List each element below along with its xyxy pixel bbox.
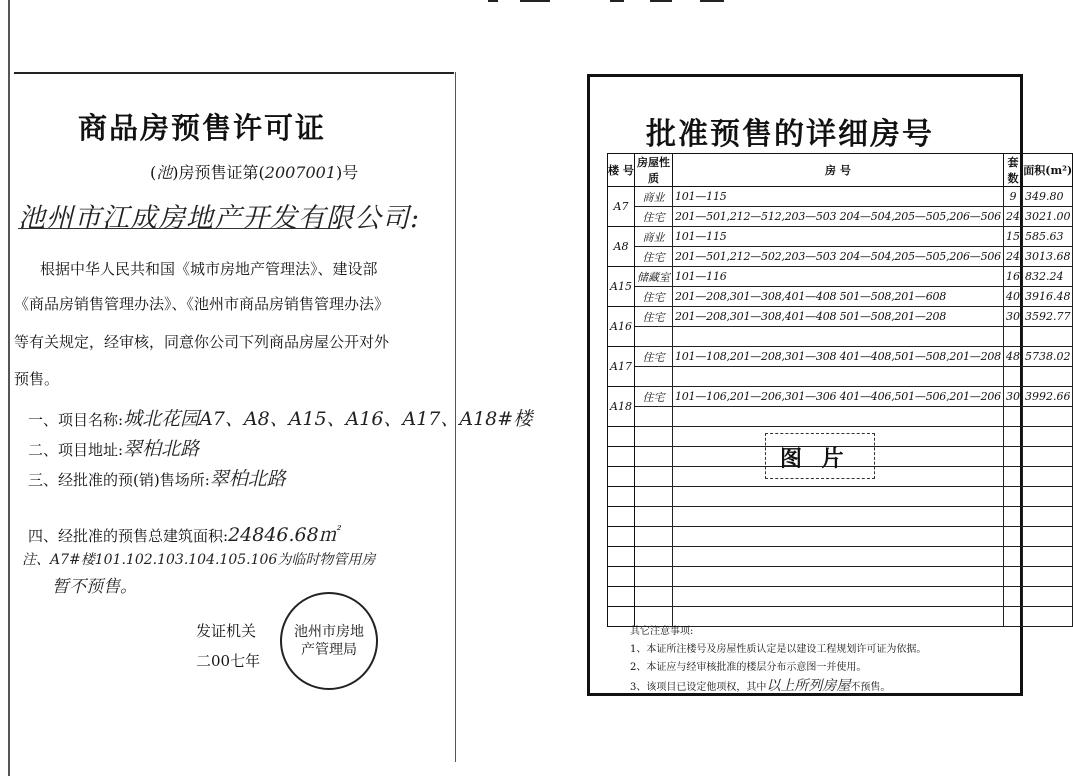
page-edge-top [14,72,454,74]
use-cell [634,567,672,587]
use-cell [634,407,672,427]
count-cell [1003,507,1022,527]
building-cell [608,467,635,487]
use-cell: 商业 [634,187,672,207]
table-row [608,587,1073,607]
page-edge-left [8,0,10,776]
use-cell [634,467,672,487]
count-cell [1003,327,1022,347]
count-cell: 30 [1003,307,1022,327]
count-cell [1003,367,1022,387]
table-row [608,547,1073,567]
units-table [607,153,1073,627]
table-row [608,567,1073,587]
use-cell: 住宅 [634,207,672,227]
scan-speck [488,0,498,2]
building-cell [608,507,635,527]
table-row [608,367,1073,387]
rooms-cell [672,367,1003,387]
building-cell [608,567,635,587]
issue-date: 二00七年 [196,652,261,670]
note-line: 2、本证应与经审核批准的楼层分布示意图一并使用。 [630,662,867,673]
rooms-cell [672,507,1003,527]
rooms-cell [672,587,1003,607]
permit-paragraph-line: 《商品房销售管理办法》、《池州市商品房销售管理办法》 [14,295,390,313]
area-cell [1022,547,1073,567]
rooms-cell: 201—208,301—308,401—408 501—508,201—208 [672,307,1003,327]
rooms-cell [672,567,1003,587]
count-cell [1003,547,1022,567]
table-header-row [608,154,1073,187]
table-row [608,347,1073,367]
permit-paragraph-line: 根据中华人民共和国《城市房地产管理法》、建设部 [40,260,378,278]
scan-speck [610,0,624,2]
rooms-cell [672,487,1003,507]
use-cell: 储藏室 [634,267,672,287]
stamp-text: 图 片 [780,446,850,472]
company-underline [18,228,340,229]
use-cell [634,447,672,467]
count-cell: 9 [1003,187,1022,207]
header-building: 楼 号 [608,154,635,187]
rooms-cell [672,527,1003,547]
rooms-cell: 101—106,201—206,301—306 401—406,501—506,201—206 [672,387,1003,407]
use-cell [634,527,672,547]
area-cell: 585.63 [1022,227,1073,247]
rooms-cell: 101—115 [672,187,1003,207]
area-cell [1022,527,1073,547]
note-line: 3、该项目已设定他项权，其中以上所列房屋不预售。 [630,678,891,694]
area-cell [1022,487,1073,507]
rooms-cell [672,407,1003,427]
count-cell [1003,587,1022,607]
rooms-cell: 201—501,212—502,203—503 204—504,205—505,206—506 [672,247,1003,267]
rooms-cell: 101—115 [672,227,1003,247]
count-cell: 48 [1003,347,1022,367]
count-cell: 15 [1003,227,1022,247]
official-seal [280,592,378,690]
count-cell: 24 [1003,207,1022,227]
building-cell: A16 [608,307,635,347]
header-property-type: 房屋性质 [634,154,672,187]
header-count: 套数 [1003,154,1022,187]
building-cell [608,427,635,447]
table-row [608,507,1073,527]
area-cell [1022,327,1073,347]
use-cell: 住宅 [634,307,672,327]
table-row [608,327,1073,347]
building-cell [608,547,635,567]
total-floor-area: 四、经批准的预售总建筑面积:24846.68㎡ [28,524,338,546]
use-cell [634,587,672,607]
use-cell: 住宅 [634,287,672,307]
area-cell [1022,507,1073,527]
building-cell: A8 [608,227,635,267]
count-cell: 16 [1003,267,1022,287]
area-cell: 3021.00 [1022,207,1073,227]
table-row [608,307,1073,327]
count-cell [1003,527,1022,547]
issuing-authority-label: 发证机关 [196,622,257,640]
notes-title: 其它注意事项: [630,626,694,637]
area-cell [1022,587,1073,607]
building-cell: A17 [608,347,635,387]
area-cell: 3916.48 [1022,287,1073,307]
area-cell [1022,607,1073,627]
count-cell [1003,447,1022,467]
presale-location: 三、经批准的预(销)售场所:翠柏北路 [28,468,286,490]
table-row [608,227,1073,247]
building-cell [608,487,635,507]
building-cell: A7 [608,187,635,227]
area-cell: 832.24 [1022,267,1073,287]
approved-units-page [587,74,1073,696]
header-area: 面积(m²) [1022,154,1073,187]
permit-note-continued: 暂不预售。 [52,577,137,597]
count-cell [1003,607,1022,627]
use-cell: 住宅 [634,387,672,407]
area-cell: 3013.68 [1022,247,1073,267]
area-cell [1022,567,1073,587]
building-cell [608,587,635,607]
use-cell [634,427,672,447]
use-cell: 住宅 [634,347,672,367]
rooms-cell [672,327,1003,347]
building-cell: A18 [608,387,635,427]
count-cell: 40 [1003,287,1022,307]
count-cell [1003,487,1022,507]
building-cell: A15 [608,267,635,307]
other-notes [630,623,926,697]
company-name: 池州市江成房地产开发有限公司: [18,203,421,234]
area-cell: 3592.77 [1022,307,1073,327]
note-line: 1、本证所注楼号及房屋性质认定是以建设工程规划许可证为依据。 [630,644,927,655]
count-cell: 30 [1003,387,1022,407]
permit-paragraph-line: 等有关规定，经审核，同意你公司下列商品房屋公开对外 [14,333,390,351]
area-cell [1022,427,1073,447]
inspection-stamp [765,433,875,479]
project-name: 一、项目名称:城北花园A7、A8、A15、A16、A17、A18#楼 [28,408,533,430]
area-cell: 349.80 [1022,187,1073,207]
count-cell [1003,427,1022,447]
use-cell: 住宅 [634,247,672,267]
header-unit-numbers: 房 号 [672,154,1003,187]
scan-speck [650,0,672,2]
use-cell: 商业 [634,227,672,247]
area-cell [1022,407,1073,427]
scan-speck [520,0,550,2]
building-cell [608,447,635,467]
use-cell [634,547,672,567]
table-row [608,527,1073,547]
project-address: 二、项目地址:翠柏北路 [28,438,200,460]
permit-paragraph-line: 预售。 [14,370,60,388]
rooms-cell: 101—116 [672,267,1003,287]
table-row [608,387,1073,407]
rooms-cell: 201—208,301—308,401—408 501—508,201—608 [672,287,1003,307]
table-row [608,287,1073,307]
area-cell: 3992.66 [1022,387,1073,407]
table-row [608,247,1073,267]
building-cell [608,527,635,547]
table-row [608,487,1073,507]
use-cell [634,367,672,387]
detail-title: 批准预售的详细房号 [646,117,934,152]
permit-note: 注、A7#楼101.102.103.104.105.106为临时物管用房 [22,552,376,568]
use-cell [634,327,672,347]
area-cell: 5738.02 [1022,347,1073,367]
table-row [608,267,1073,287]
rooms-cell [672,547,1003,567]
count-cell [1003,407,1022,427]
table-row [608,207,1073,227]
table-row [608,407,1073,427]
permit-title: 商品房预售许可证 [78,111,327,145]
seal-text: 池州市房地产管理局 [294,624,364,658]
count-cell [1003,467,1022,487]
rooms-cell: 101—108,201—208,301—308 401—408,501—508,201—208 [672,347,1003,367]
scan-speck [700,0,724,2]
use-cell [634,507,672,527]
count-cell [1003,567,1022,587]
use-cell [634,487,672,507]
area-cell [1022,467,1073,487]
rooms-cell: 201—501,212—512,203—503 204—504,205—505,206—506 [672,207,1003,227]
area-cell [1022,367,1073,387]
table-row [608,187,1073,207]
certificate-number: (池)房预售证第(2007001)号 [150,163,359,182]
count-cell: 24 [1003,247,1022,267]
area-cell [1022,447,1073,467]
